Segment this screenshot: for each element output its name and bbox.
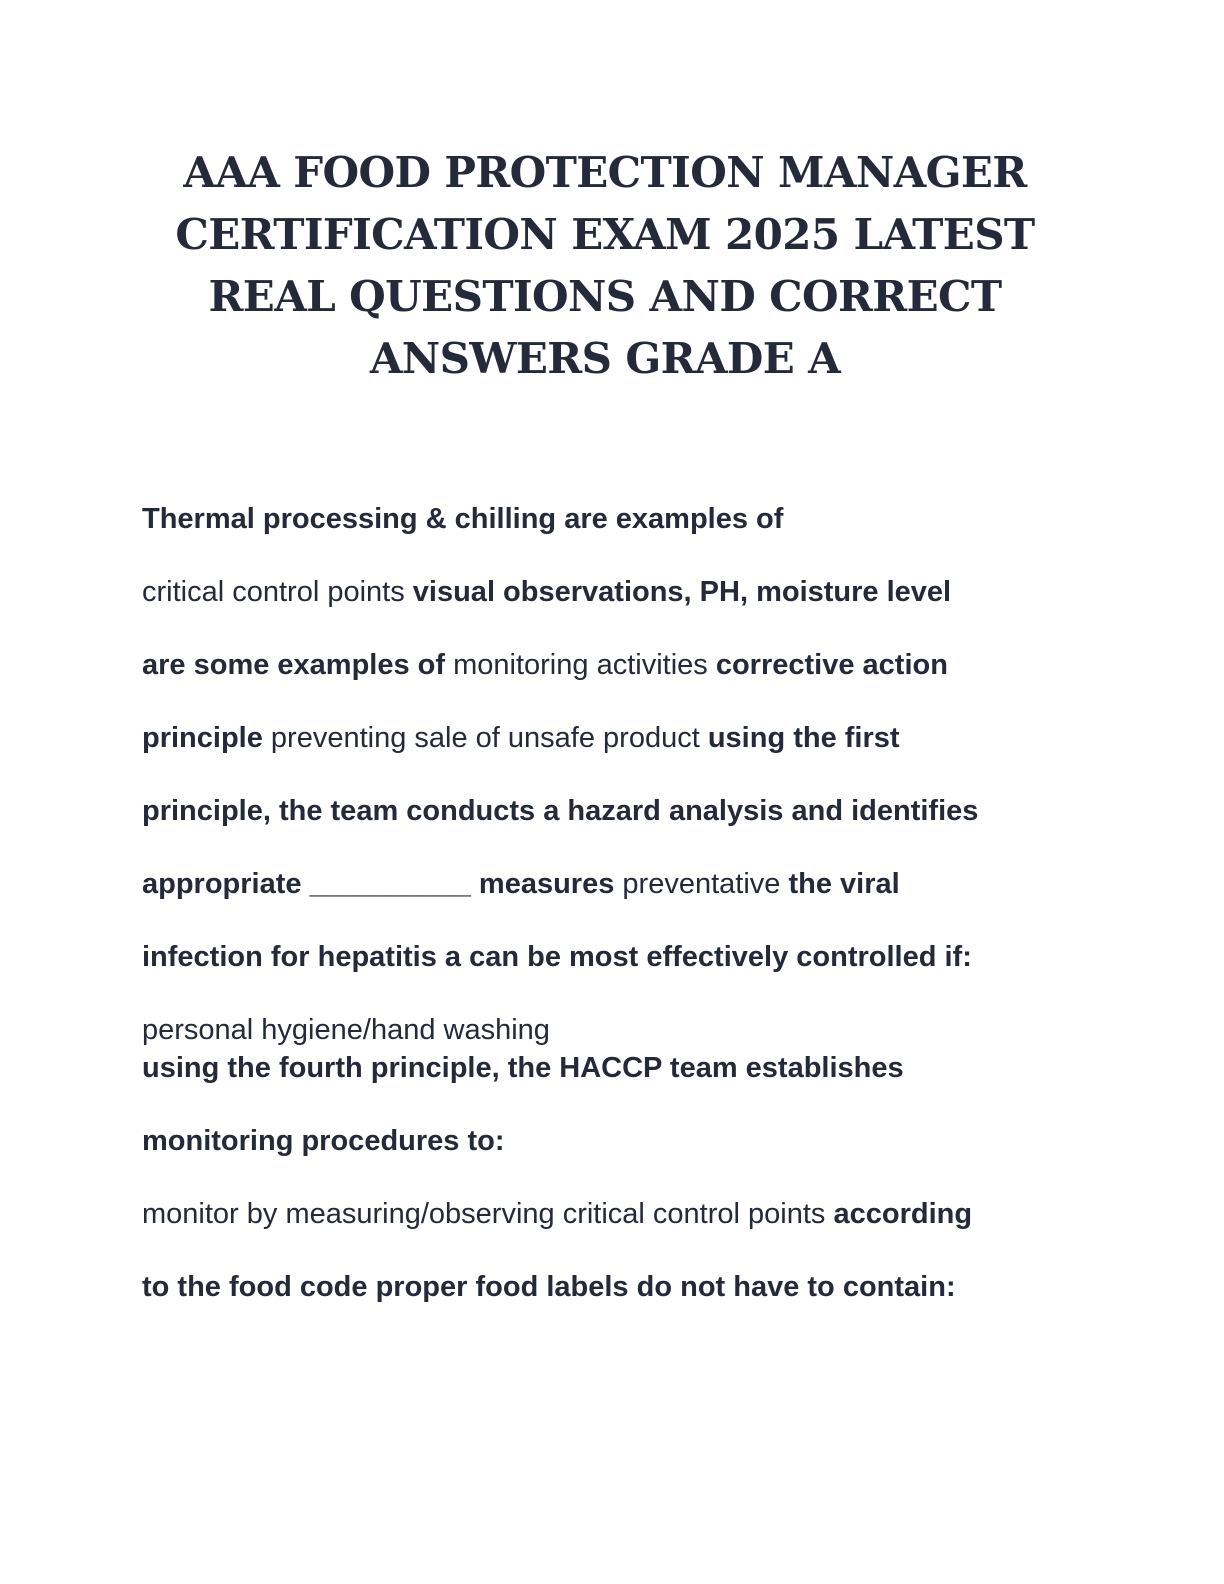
question-text: using the fourth principle, the HACCP team establishes	[142, 1052, 904, 1084]
question-text: according	[833, 1198, 973, 1230]
answer-text: preventative	[622, 868, 789, 900]
question-answer-block	[142, 1043, 1082, 1335]
question-text: the viral	[788, 868, 900, 900]
text-line	[142, 1116, 1082, 1189]
title-line: REAL QUESTIONS AND CORRECT	[208, 272, 1002, 321]
question-text: visual observations, PH, moisture level	[412, 576, 952, 608]
answer-text: critical control points	[142, 576, 413, 608]
text-line	[142, 1043, 1082, 1116]
text-line	[142, 494, 1082, 567]
text-line	[142, 786, 1082, 859]
question-text: to the food code proper food labels do not have to contain:	[142, 1271, 956, 1303]
answer-text: preventing sale of unsafe product	[270, 722, 708, 754]
text-line	[142, 1005, 1082, 1046]
question-text: principle, the team conducts a hazard analysis and identifies	[142, 795, 979, 827]
document-title	[150, 142, 1060, 390]
text-line	[142, 1189, 1082, 1262]
question-text: principle	[142, 722, 271, 754]
text-line	[142, 640, 1082, 713]
question-text: appropriate __________ measures	[142, 868, 623, 900]
question-text: monitoring procedures to:	[142, 1125, 505, 1157]
question-text: Thermal processing & chilling are examples of	[142, 503, 784, 535]
text-line	[142, 859, 1082, 932]
text-line	[142, 713, 1082, 786]
answer-text: monitor by measuring/observing critical control points	[142, 1198, 834, 1230]
text-line	[142, 932, 1082, 1005]
question-text: are some examples of	[142, 649, 454, 681]
question-text: infection for hepatitis a can be most effectively controlled if:	[142, 941, 972, 973]
title-line: AAA FOOD PROTECTION MANAGER	[183, 148, 1027, 197]
text-line	[142, 1262, 1082, 1335]
question-text: using the first	[707, 722, 900, 754]
question-answer-block	[142, 494, 1082, 1046]
question-text: corrective action	[715, 649, 948, 681]
text-line	[142, 567, 1082, 640]
title-line: ANSWERS GRADE A	[369, 334, 841, 383]
answer-text: personal hygiene/hand washing	[142, 1014, 550, 1046]
title-line: CERTIFICATION EXAM 2025 LATEST	[175, 210, 1035, 259]
answer-text: monitoring activities	[453, 649, 716, 681]
